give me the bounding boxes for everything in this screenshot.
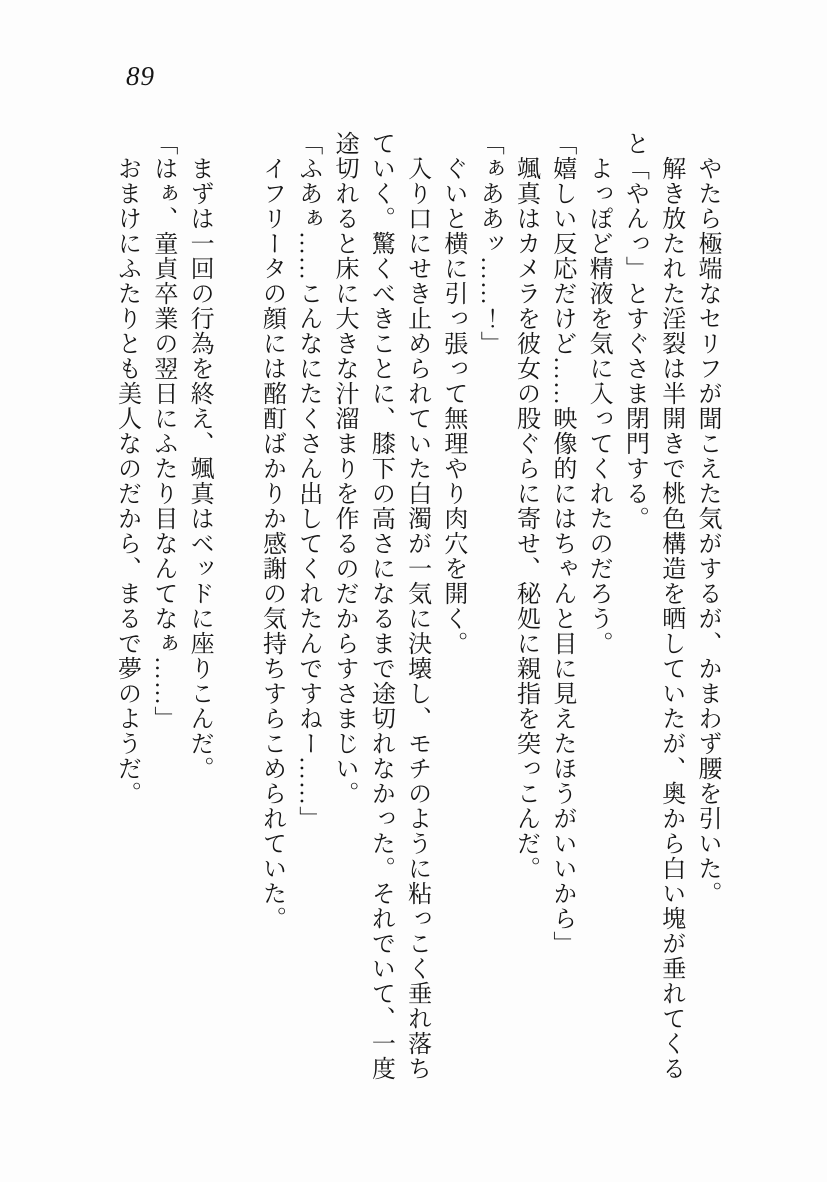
text-line: おまけにふたりとも美人なのだから、まるで夢のようだ。 [113, 131, 140, 806]
text-column-container [108, 131, 725, 1085]
text-line: 途切れると床に大きな汁溜まりを作るのだからすさまじい。 [331, 131, 358, 806]
text-line: 颯真はカメラを彼女の股ぐらに寄せ、秘処に親指を突っこんだ。 [512, 131, 539, 881]
text-line: と「やんっ」とすぐさま閉門する。 [621, 131, 648, 531]
text-line: 入り口にせき止められていた白濁が一気に決壊し、モチのように粘っこく垂れ落ち [403, 131, 430, 1081]
text-line: まずは一回の行為を終え、颯真はベッドに座りこんだ。 [186, 131, 213, 781]
text-line: イフリータの顔には酩酊ばかりか感謝の気持ちすらこめられていた。 [258, 131, 285, 931]
page-number: 89 [126, 61, 155, 91]
text-line: 「ふあぁ……こんなにたくさん出してくれたんですねー……」 [294, 131, 321, 831]
text-line: よっぽど精液を気に入ってくれたのだろう。 [585, 131, 612, 656]
text-line: やたら極端なセリフが聞こえた気がするが、かまわず腰を引いた。 [694, 131, 720, 906]
text-line: ぐいと横に引っ張って無理やり肉穴を開く。 [439, 131, 466, 656]
text-line: 「嬉しい反応だけど……映像的にはちゃんと目に見えたほうがいいから」 [548, 131, 575, 956]
text-line [217, 131, 253, 1085]
text-line: 解き放たれた淫裂は半開きで桃色構造を晒していたが、奥から白い塊が垂れてくる [657, 131, 684, 1081]
text-line: ていく。驚くべきことに、膝下の高さになるまで途切れなかった。それでいて、一度 [367, 131, 394, 1081]
text-line: 「ぁああッ……！」 [476, 131, 503, 356]
text-line: 「はぁ、童貞卒業の翌日にふたり目なんてなぁ……」 [149, 131, 176, 731]
